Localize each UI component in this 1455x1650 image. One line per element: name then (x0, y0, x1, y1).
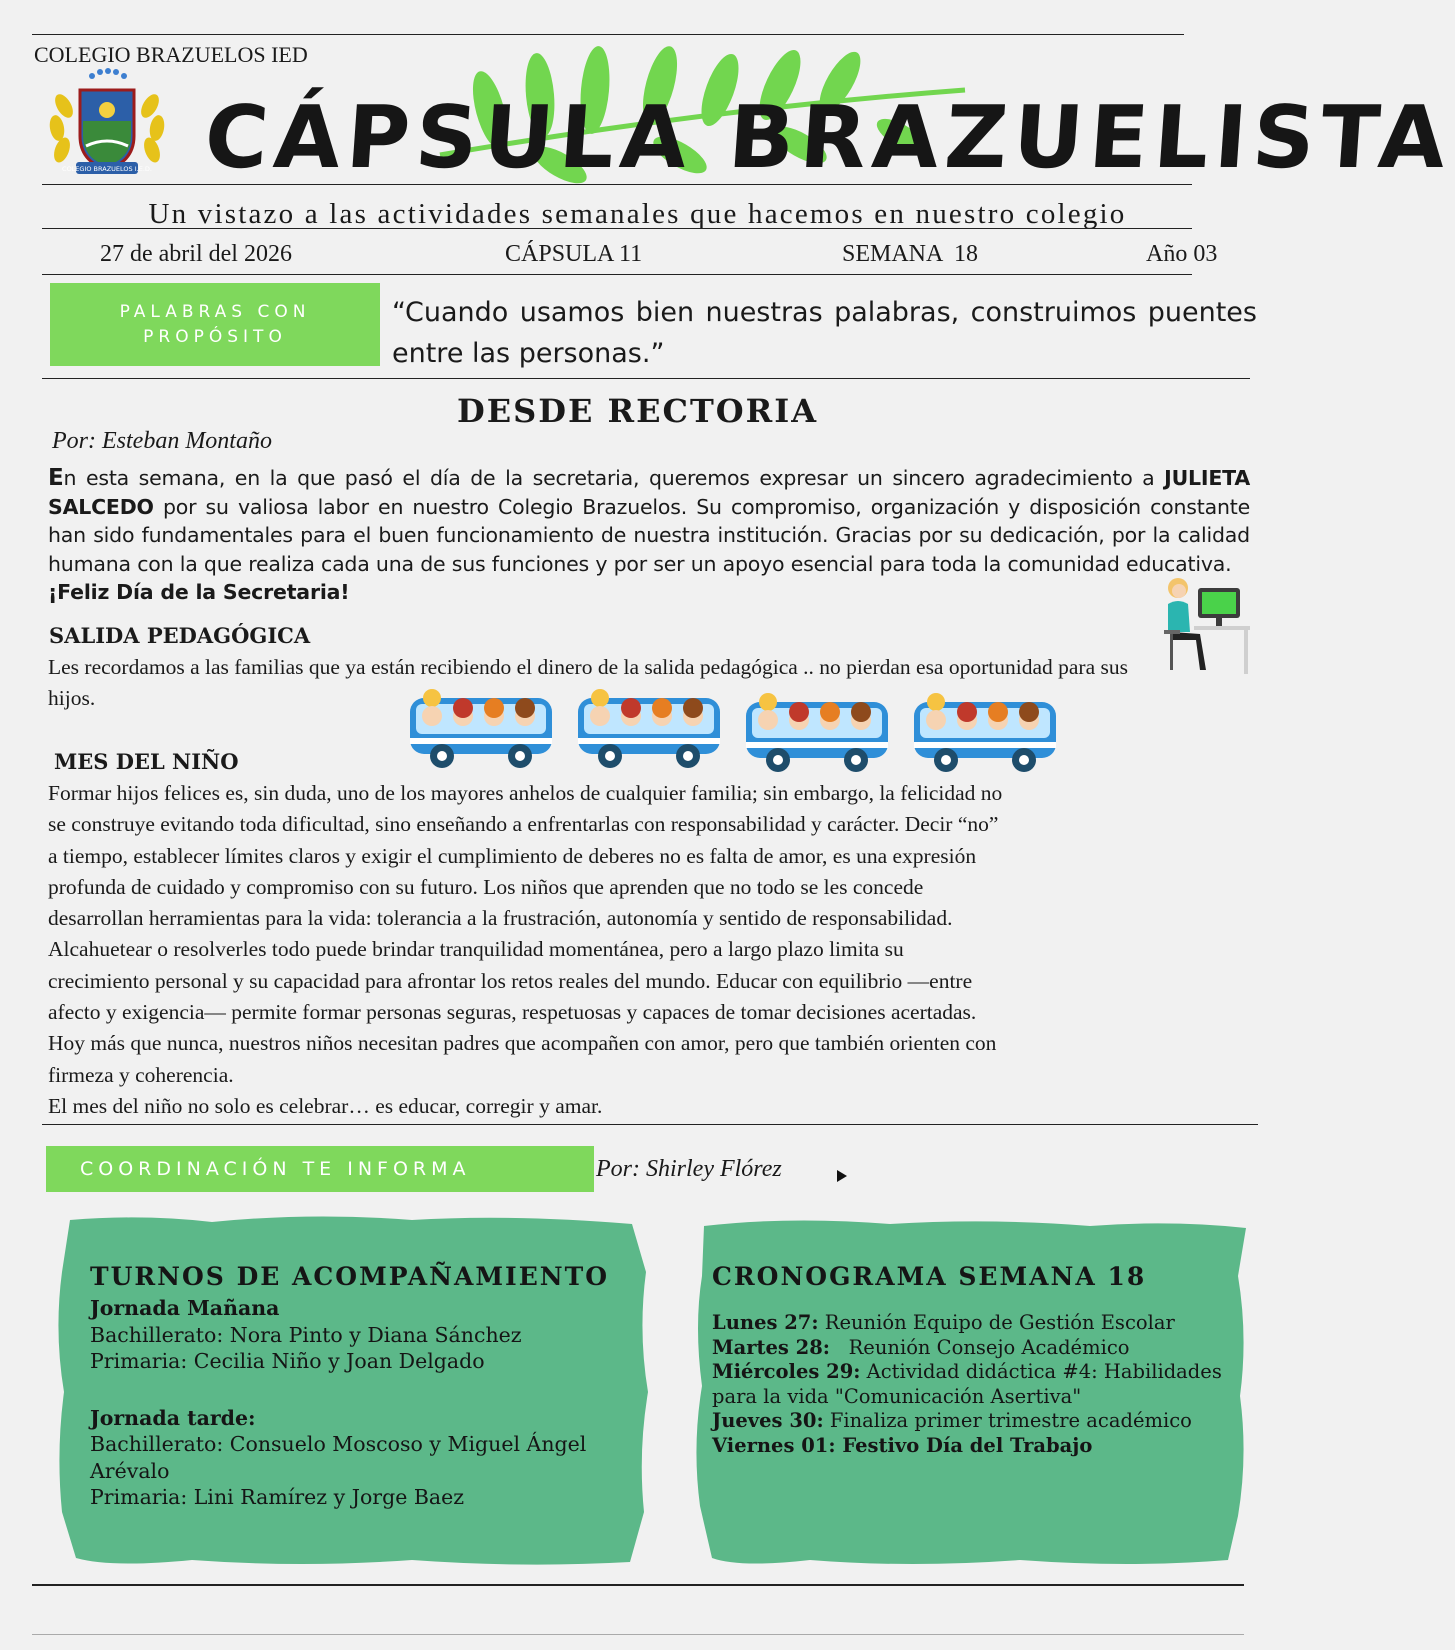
capsule-number: CÁPSULA 11 (505, 241, 643, 267)
week-number: SEMANA 18 (842, 241, 979, 267)
mes-nino-line: desarrollan herramientas para la vida: tolerancia a la frustración, autonomía y sentido de responsabilidad. (48, 906, 953, 931)
turnos-heading: TURNOS DE ACOMPAÑAMIENTO (90, 1262, 610, 1291)
salida-heading: SALIDA PEDAGÓGICA (49, 623, 311, 648)
mes-nino-line: firmeza y coherencia. (48, 1062, 234, 1087)
salida-text: Les recordamos a las familias que ya están recibiendo el dinero de la salida pedagógica .. no pierdan esa oportunidad para sus hijos. (48, 655, 1128, 710)
cronograma-list (712, 1311, 1242, 1458)
cronograma-day: Lunes 27: (712, 1311, 819, 1334)
school-bus-icon (746, 693, 888, 772)
mes-nino-line: afecto y exigencia— permite formar personas seguras, respetuosas y capaces de tomar decisiones acertadas. (48, 1000, 977, 1025)
mes-nino-heading: MES DEL NIÑO (54, 749, 239, 774)
manana-primaria: Primaria: Cecilia Niño y Joan Delgado (90, 1349, 485, 1373)
cronograma-day: Viernes 01: (712, 1433, 836, 1457)
secretary-name: JULIETA SALCEDO (48, 466, 1250, 519)
words-label-line1: PALABRAS CON (119, 302, 311, 322)
footer-rule (32, 1584, 1244, 1586)
manana-bachillerato: Bachillerato: Nora Pinto y Diana Sánchez (90, 1322, 522, 1347)
rectoria-body (48, 464, 1250, 607)
rectoria-byline: Por: Esteban Montaño (52, 428, 272, 454)
cronograma-text: Reunión Consejo Académico (830, 1335, 1130, 1359)
cronograma-day: Martes 28: (712, 1335, 831, 1359)
turnos-card (90, 1262, 650, 1511)
school-bus-icon (578, 689, 720, 768)
issue-date: 27 de abril del 2026 (100, 241, 292, 267)
mes-nino-line: Formar hijos felices es, sin duda, uno de los mayores anhelos de cualquier familia; sin embargo, la felicidad no (48, 781, 1003, 805)
mes-nino-line: Alcahuetear o resolverles todo puede brindar tranquilidad momentánea, pero a largo plazo limita su (48, 937, 904, 962)
quote-rule (42, 378, 1250, 379)
cronograma-day: Jueves 30: (712, 1409, 824, 1432)
words-label-box (50, 283, 380, 366)
cronograma-text: para la vida "Comunicación Asertiva" (712, 1384, 1082, 1408)
newsletter-subtitle: Un vistazo a las actividades semanales que hacemos en nuestro colegio (148, 198, 1127, 230)
secretary-at-computer-illustration (1160, 574, 1252, 678)
cronograma-item (712, 1360, 1242, 1385)
footer-rule-light (32, 1634, 1244, 1635)
mes-nino-line: profunda de cuidado y compromiso con su futuro. Los niños que aprenden que no todo se les concede (48, 874, 924, 899)
cronograma-text: Actividad didáctica #4: Habilidades (860, 1360, 1222, 1383)
words-label-line2: PROPÓSITO (143, 327, 287, 347)
cronograma-item (712, 1434, 1242, 1459)
cronograma-text: Reunión Equipo de Gestión Escolar (818, 1311, 1175, 1334)
tarde-primaria: Primaria: Lini Ramírez y Jorge Baez (90, 1485, 465, 1509)
school-name: COLEGIO BRAZUELOS IED (34, 42, 308, 67)
cronograma-text: Festivo Día del Trabajo (835, 1433, 1093, 1457)
tarde-bachillerato-cont: Arévalo (90, 1458, 170, 1483)
drop-letter: E (48, 465, 64, 491)
play-triangle-icon (836, 1169, 848, 1183)
mes-nino-line: El mes del niño no solo es celebrar… es educar, corregir y amar. (48, 1093, 603, 1118)
school-bus-row (408, 684, 1068, 774)
cronograma-text: Finaliza primer trimestre académico (823, 1409, 1192, 1432)
coordinacion-label: COORDINACIÓN TE INFORMA (46, 1146, 594, 1192)
rectoria-text-a: n esta semana, en la que pasó el día de la secretaria, queremos expresar un sincero agradecimiento a (63, 466, 1165, 490)
words-quote: “Cuando usamos bien nuestras palabras, construimos puentes entre las personas.” (392, 297, 1257, 369)
top-rule (32, 34, 1184, 35)
cronograma-item (712, 1385, 1242, 1410)
cronograma-item (712, 1336, 1242, 1361)
coordinacion-byline: Por: Shirley Flórez (596, 1156, 782, 1182)
section-rule (42, 1124, 1258, 1125)
header-rule (42, 184, 1192, 185)
school-bus-icon (410, 689, 552, 768)
year-number: Año 03 (1146, 241, 1218, 267)
meta-rule (42, 274, 1192, 275)
cronograma-item (712, 1311, 1242, 1336)
school-bus-icon (914, 693, 1056, 772)
cronograma-card (712, 1262, 1242, 1458)
crest-text: COLEGIO BRAZUELOS I.E.D. (62, 165, 152, 173)
rectoria-text-b: por su valiosa labor en nuestro Colegio Brazuelos. Su compromiso, organización y disposición constante han sido fundamentales para el buen funcionamiento de nuestra institución. Gracias por su dedicación, por la calidad humana con la que realiza cada una de sus funciones y por ser un apoyo esencial para toda la comunidad educativa. (48, 494, 1250, 576)
jornada-manana-title: Jornada Mañana (90, 1296, 280, 1320)
mes-nino-line: Hoy más que nunca, nuestros niños necesitan padres que acompañen con amor, pero que también orienten con (48, 1031, 997, 1056)
school-crest-logo (42, 66, 172, 184)
rectoria-closing: ¡Feliz Día de la Secretaria! (48, 580, 350, 604)
tarde-bachillerato: Bachillerato: Consuelo Moscoso y Miguel Ángel (90, 1432, 587, 1456)
cronograma-item (712, 1409, 1242, 1434)
cronograma-heading: CRONOGRAMA SEMANA 18 (712, 1262, 1147, 1291)
mes-nino-line: crecimiento personal y su capacidad para afrontar los retos reales del mundo. Educar con equilibrio —entre (48, 968, 973, 993)
jornada-tarde-title: Jornada tarde: (90, 1405, 256, 1430)
cronograma-day: Miércoles 29: (712, 1360, 861, 1383)
mes-nino-body (48, 778, 1253, 1122)
rectoria-heading: DESDE RECTORIA (456, 392, 819, 430)
subtitle-rule (42, 228, 1192, 229)
mes-nino-line: a tiempo, establecer límites claros y exigir el cumplimiento de deberes no es falta de amor, es una expresión (48, 843, 977, 868)
newsletter-title: CÁPSULA BRAZUELISTA (201, 88, 1455, 188)
mes-nino-line: se construye evitando toda dificultad, sino enseñando a enfrentarlas con responsabilidad y carácter. Decir “no” (48, 812, 999, 837)
